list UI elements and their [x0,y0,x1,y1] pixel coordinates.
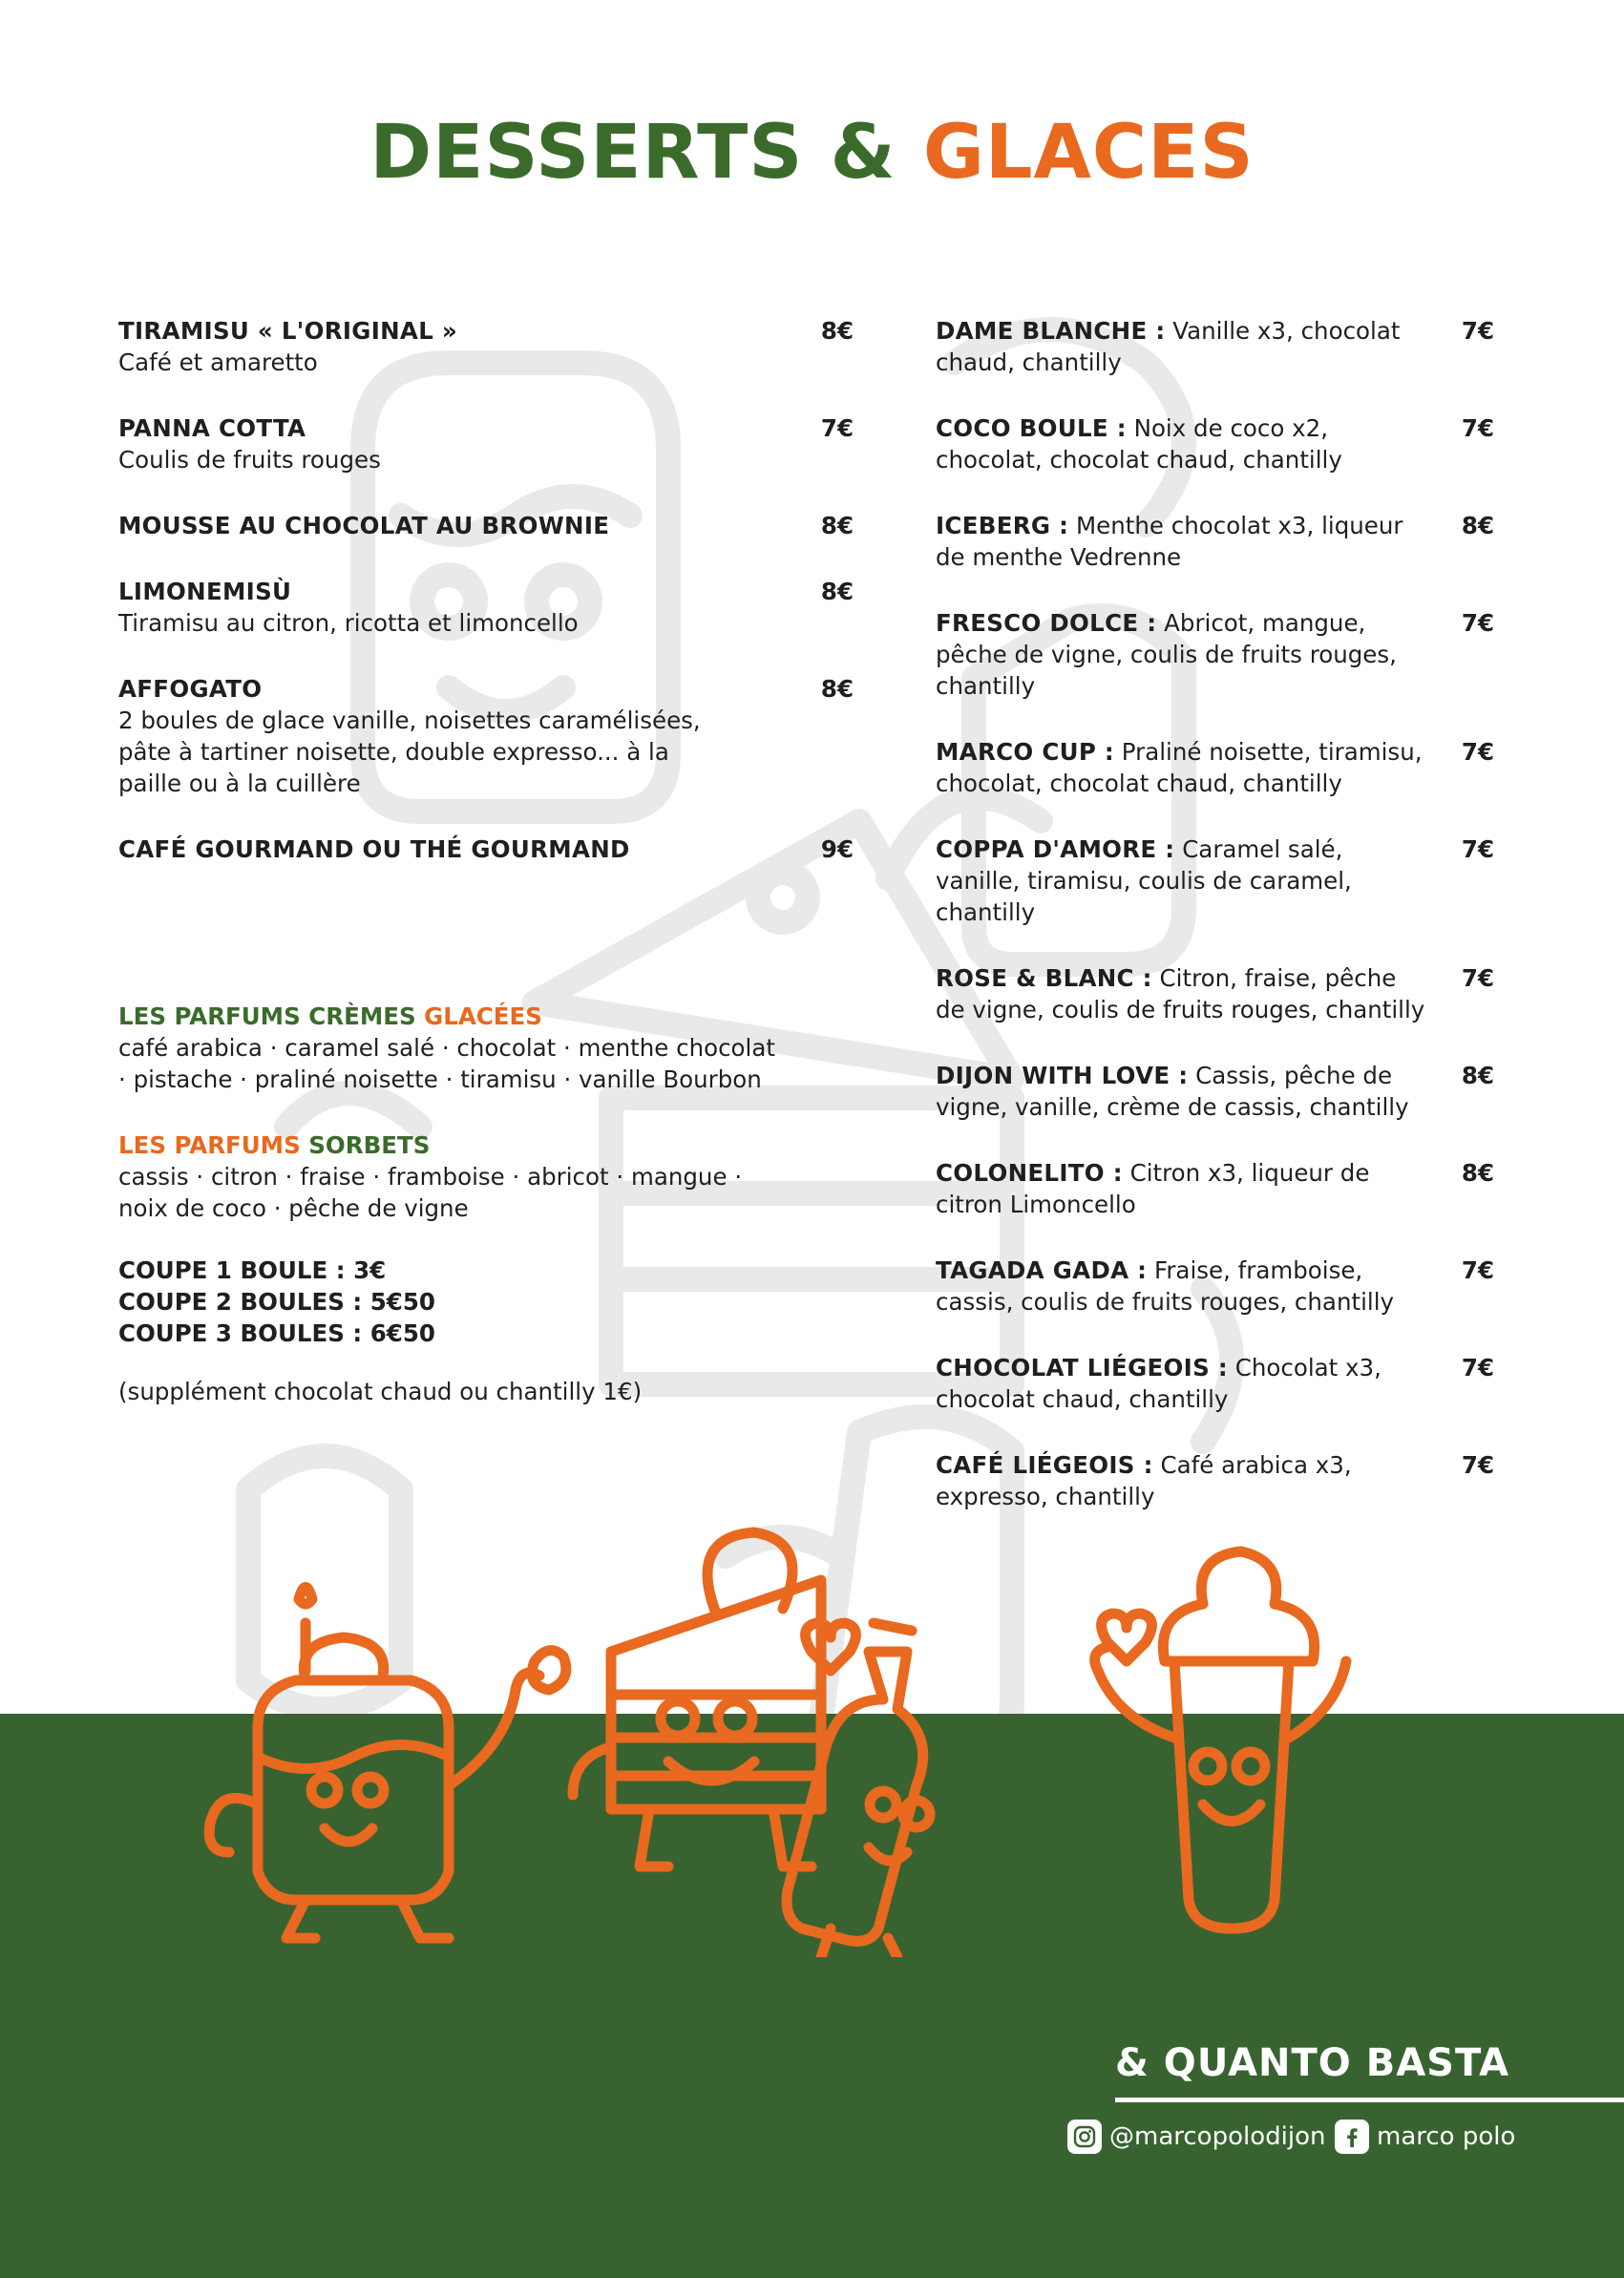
title-ampersand: & [830,110,896,196]
menu-item [118,510,854,541]
item-price: 7€ [1461,835,1494,863]
item-price: 8€ [820,675,854,703]
page-title [0,110,1624,196]
item-name: CAFÉ GOURMAND OU THÉ GOURMAND [118,835,630,863]
item-desc: Citron, fraise, pêche de vigne, coulis de fruits rouges, chantilly [936,964,1425,1023]
item-desc: Cassis, pêche de vigne, vanille, crème de cassis, chantilly [936,1062,1409,1121]
item-price: 8€ [820,578,854,605]
item-price: 8€ [820,317,854,345]
menu-item [936,1060,1494,1123]
sorbets-list: cassis · citron · fraise · framboise · abricot · mangue · noix de coco · pêche de vigne [118,1163,743,1222]
glaces-column [936,315,1494,1547]
item-desc: Tiramisu au citron, ricotta et limoncello [118,609,579,637]
item-name: COLONELITO : [936,1159,1123,1187]
menu-item [936,962,1494,1025]
item-name: DIJON WITH LOVE : [936,1062,1189,1089]
cake-slice-character-illustration [573,1532,821,1867]
menu-item [118,576,854,639]
menu-item [118,833,854,865]
cremes-section [118,1001,787,1095]
item-name: TIRAMISU « L'ORIGINAL » [118,317,458,345]
item-name: CAFÉ LIÉGEOIS : [936,1451,1153,1479]
sorbets-title-a: LES PARFUMS [118,1131,309,1159]
item-desc: Menthe chocolat x3, liqueur de menthe Vedrenne [936,512,1403,571]
item-desc: Café et amaretto [118,348,318,376]
facebook-label: marco polo [1377,2122,1516,2151]
menu-item [936,315,1494,378]
sorbets-title-b: SORBETS [308,1131,431,1159]
menu-item [936,1352,1494,1415]
item-name: MOUSSE AU CHOCOLAT AU BROWNIE [118,512,610,539]
cremes-title [118,1001,787,1032]
menu-item [936,412,1494,475]
cremes-list: café arabica · caramel salé · chocolat · menthe chocolat · pistache · praliné noisette · tiramisu · vanille Bourbon [118,1034,775,1093]
item-price: 7€ [820,414,854,442]
instagram-icon [1067,2120,1102,2154]
sorbets-title [118,1129,787,1161]
item-desc: Citron x3, liqueur de citron Limoncello [936,1159,1370,1218]
item-desc: Noix de coco x2, chocolat, chocolat chaud, chantilly [936,414,1342,474]
menu-item [118,673,854,799]
desserts-column [118,315,854,1407]
cremes-title-a: LES PARFUMS CRÈMES [118,1002,425,1030]
coupe-2-boules: COUPE 2 BOULES : 5€50 [118,1288,435,1316]
item-desc: 2 boules de glace vanille, noisettes caramélisées, pâte à tartiner noisette, double expresso... à la paille ou à la cuillère [118,707,701,797]
title-desserts: DESSERTS [369,110,804,196]
item-price: 7€ [1461,1451,1494,1479]
item-price: 9€ [820,835,854,863]
item-name: PANNA COTTA [118,414,306,442]
menu-item [936,736,1494,799]
bottle-character-illustration [787,1623,930,1957]
item-desc: Praliné noisette, tiramisu, chocolat, chocolat chaud, chantilly [936,738,1423,797]
supplement-note: (supplément chocolat chaud ou chantilly 1€) [118,1378,643,1405]
item-desc: Chocolat x3, chocolat chaud, chantilly [936,1354,1381,1413]
menu-item [118,412,854,475]
item-price: 8€ [1461,1159,1494,1187]
item-price: 7€ [1461,317,1494,345]
item-name: FRESCO DOLCE : [936,609,1157,637]
item-name: ROSE & BLANC : [936,964,1152,992]
coupe-1-boule: COUPE 1 BOULE : 3€ [118,1256,387,1284]
facebook-icon [1335,2120,1369,2154]
item-price: 7€ [1461,964,1494,992]
menu-item [936,1449,1494,1512]
item-name: ICEBERG : [936,512,1069,539]
item-price: 7€ [1461,738,1494,766]
instagram-label: @marcopolodijon [1109,2122,1326,2151]
item-price: 7€ [1461,1256,1494,1284]
item-desc: Vanille x3, chocolat chaud, chantilly [936,317,1401,376]
sorbets-section [118,1129,787,1224]
item-price: 7€ [1461,414,1494,442]
item-desc: Fraise, framboise, cassis, coulis de fruits rouges, chantilly [936,1256,1394,1316]
item-desc: Café arabica x3, expresso, chantilly [936,1451,1352,1510]
item-name: AFFOGATO [118,675,263,703]
menu-item [936,1255,1494,1318]
item-name: COPPA D'AMORE : [936,835,1175,863]
item-name: COCO BOULE : [936,414,1127,442]
title-glaces: GLACES [922,110,1255,196]
menu-item [118,315,854,378]
item-name: MARCO CUP : [936,738,1115,766]
coupe-3-boules: COUPE 3 BOULES : 6€50 [118,1319,435,1347]
menu-item [936,1157,1494,1220]
menu-item [936,833,1494,928]
item-desc: Abricot, mangue, pêche de vigne, coulis de fruits rouges, chantilly [936,609,1397,700]
ice-cream-cup-character-illustration [1095,1551,1346,1929]
quanto-basta-tagline: & QUANTO BASTA [1115,2041,1510,2085]
item-name: LIMONEMISÙ [118,578,292,605]
item-desc: Coulis de fruits rouges [118,446,381,474]
item-price: 7€ [1461,1354,1494,1382]
facebook-handle[interactable] [1335,2120,1515,2154]
coupes-prices [118,1255,854,1349]
item-name: CHOCOLAT LIÉGEOIS : [936,1354,1228,1382]
item-price: 8€ [1461,512,1494,539]
cremes-title-b: GLACÉES [424,1002,542,1030]
item-price: 8€ [820,512,854,539]
menu-item [936,607,1494,702]
item-price: 7€ [1461,609,1494,637]
item-price: 8€ [1461,1062,1494,1089]
tagline-underline [1115,2098,1624,2102]
item-name: DAME BLANCHE : [936,317,1166,345]
item-desc: Caramel salé, vanille, tiramisu, coulis de caramel, chantilly [936,835,1352,926]
dessert-characters-illustration [200,1518,1442,1957]
instagram-handle[interactable] [1067,2120,1325,2154]
menu-item [936,510,1494,573]
cake-character-illustration [209,1588,566,1939]
item-name: TAGADA GADA : [936,1256,1148,1284]
